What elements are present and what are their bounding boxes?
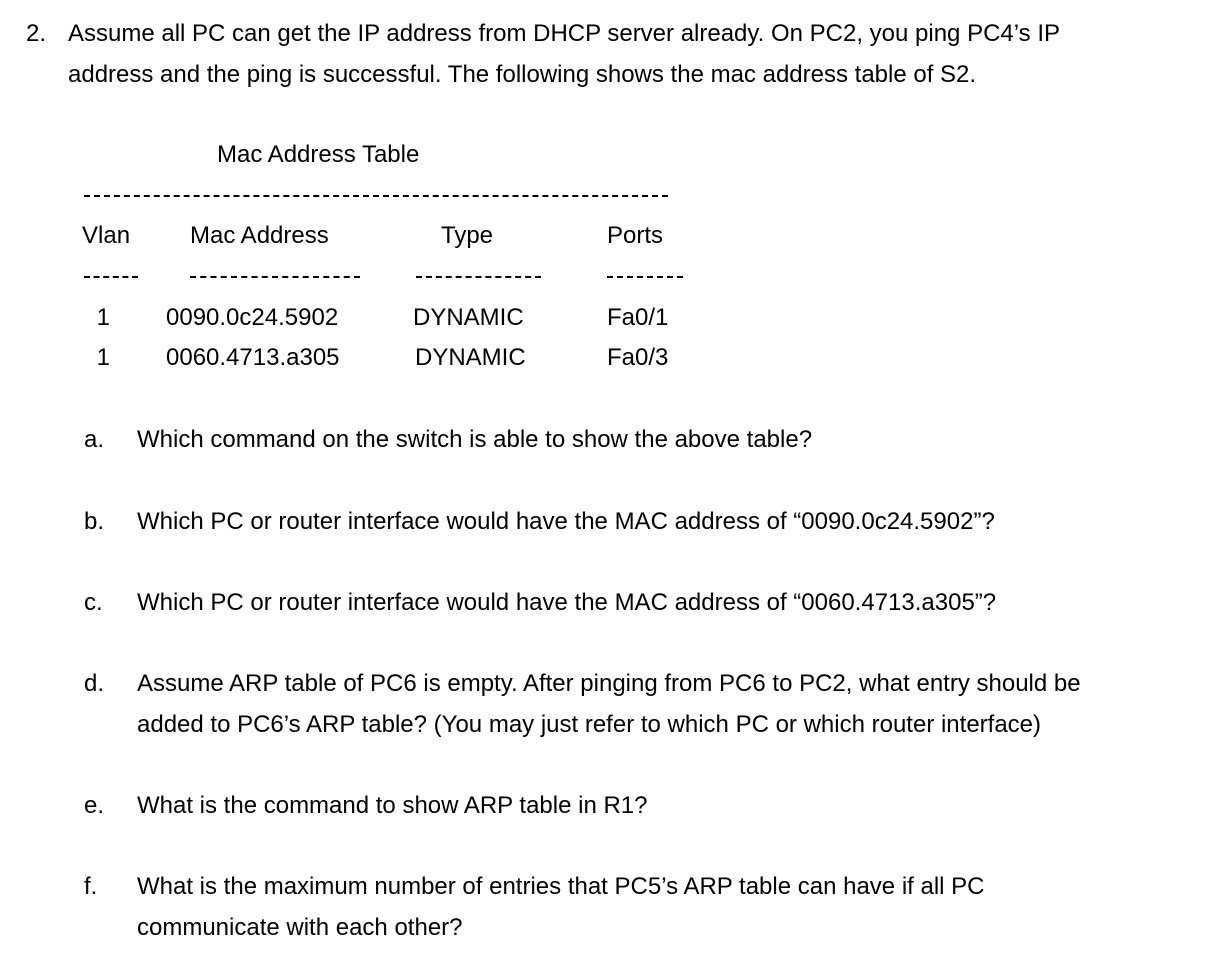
question-number: 2.	[26, 20, 47, 47]
header-type: Type	[441, 222, 494, 249]
header-underline-vlan	[84, 276, 138, 278]
subquestion-label: e.	[84, 792, 105, 819]
header-underline-ports	[607, 276, 683, 278]
subquestion-text: Which PC or router interface would have the MAC address of “0090.0c24.5902”?	[137, 508, 995, 535]
question-intro-line-2: address and the ping is successful. The following shows the mac address table of S2.	[68, 61, 977, 88]
cell-type: DYNAMIC	[413, 304, 524, 331]
subquestion-label: b.	[84, 508, 105, 535]
subquestion-label: c.	[84, 589, 103, 616]
cell-vlan: 1	[96, 344, 110, 371]
subquestion-text-line-2: added to PC6’s ARP table? (You may just refer to which PC or which router interface)	[137, 711, 1042, 738]
subquestion-text-line-1: Assume ARP table of PC6 is empty. After pinging from PC6 to PC2, what entry should be	[137, 670, 1081, 697]
header-mac-address: Mac Address	[190, 222, 329, 249]
table-title: Mac Address Table	[217, 141, 420, 168]
cell-ports: Fa0/3	[607, 344, 669, 371]
subquestion-label: d.	[84, 670, 105, 697]
subquestion-text: What is the command to show ARP table in R1?	[137, 792, 648, 819]
subquestion-text: Which command on the switch is able to show the above table?	[137, 426, 813, 453]
cell-type: DYNAMIC	[415, 344, 526, 371]
header-underline-type	[416, 276, 541, 278]
subquestion-label: f.	[84, 873, 98, 900]
header-ports: Ports	[607, 222, 664, 249]
subquestion-text: Which PC or router interface would have the MAC address of “0060.4713.a305”?	[137, 589, 997, 616]
subquestion-label: a.	[84, 426, 105, 453]
cell-mac-address: 0090.0c24.5902	[166, 304, 339, 331]
table-top-divider	[84, 195, 668, 197]
question-intro-line-1: Assume all PC can get the IP address from DHCP server already. On PC2, you ping PC4’s IP	[68, 20, 1061, 47]
cell-vlan: 1	[96, 304, 110, 331]
cell-mac-address: 0060.4713.a305	[166, 344, 340, 371]
header-underline-mac	[190, 276, 360, 278]
subquestion-text-line-2: communicate with each other?	[137, 914, 463, 941]
cell-ports: Fa0/1	[607, 304, 669, 331]
subquestion-text-line-1: What is the maximum number of entries that PC5’s ARP table can have if all PC	[137, 873, 985, 900]
header-vlan: Vlan	[82, 222, 131, 249]
